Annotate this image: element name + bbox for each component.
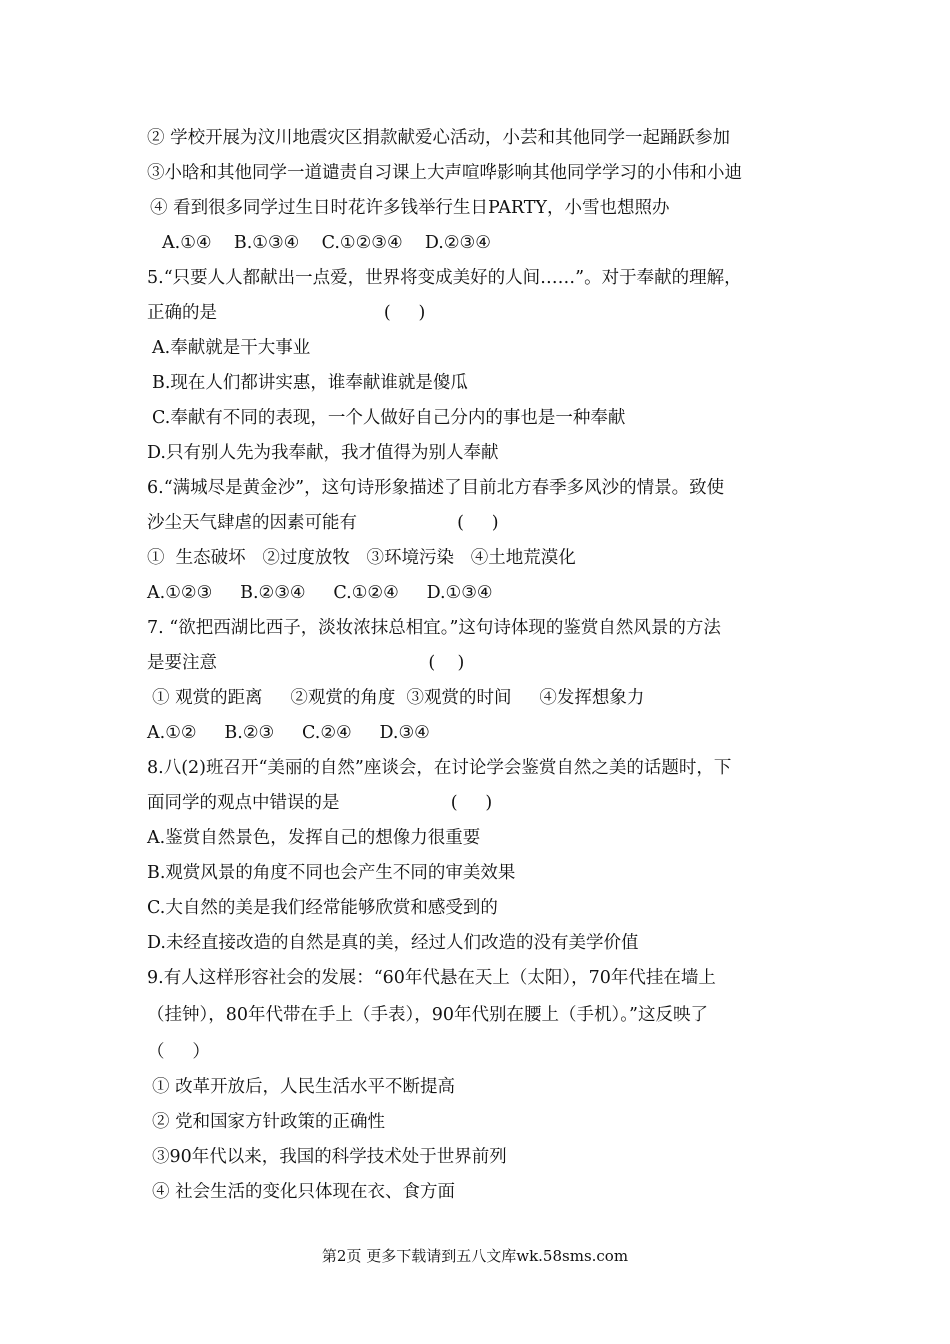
text-line: 正确的是 ( ) [147, 303, 426, 323]
option-a: A.奉献就是干大事业 [152, 338, 311, 358]
text-line: ③小晗和其他同学一道谴责自习课上大声喧哗影响其他同学学习的小伟和小迪 [147, 163, 742, 183]
question-5: 5.“只要人人都献出一点爱，世界将变成美好的人间……”。对于奉献的理解， [147, 268, 742, 288]
question-8: 8.八(2)班召开“美丽的自然”座谈会，在讨论学会鉴赏自然之美的话题时，下 [147, 758, 732, 778]
option-d: D.未经直接改造的自然是真的美，经过人们改造的没有美学价值 [147, 933, 639, 953]
option-c: C.大自然的美是我们经常能够欣赏和感受到的 [147, 898, 498, 918]
question-6: 6.“满城尽是黄金沙”，这句诗形象描述了目前北方春季多风沙的情景。致使 [147, 478, 725, 498]
text-line: ① 改革开放后，人民生活水平不断提高 [152, 1077, 456, 1097]
text-line: A.①④ B.①③④ C.①②③④ D.②③④ [162, 233, 491, 253]
question-7: 7. “欲把西湖比西子，淡妆浓抹总相宜。”这句诗体现的鉴赏自然风景的方法 [147, 618, 721, 638]
option-d: D.只有别人先为我奉献，我才值得为别人奉献 [147, 443, 499, 463]
text-line: ② 学校开展为汶川地震灾区捐款献爱心活动，小芸和其他同学一起踊跃参加 [147, 128, 731, 148]
text-line: ① 生态破坏 ②过度放牧 ③环境污染 ④土地荒漠化 [147, 548, 576, 568]
page-footer: 第2页 更多下载请到五八文库wk.58sms.com [321, 1247, 629, 1265]
text-line: （挂钟），80年代带在手上（手表），90年代别在腰上（手机）。”这反映了 [147, 1005, 708, 1025]
text-line: 面同学的观点中错误的是 ( ) [147, 793, 493, 813]
option-b: B.现在人们都讲实惠，谁奉献谁就是傻瓜 [152, 373, 468, 393]
text-line: ② 党和国家方针政策的正确性 [152, 1112, 386, 1132]
text-line: ④ 社会生活的变化只体现在衣、食方面 [152, 1182, 456, 1202]
text-line: 是要注意 ( ) [147, 653, 465, 673]
option-a: A.鉴赏自然景色，发挥自己的想像力很重要 [147, 828, 481, 848]
option-c: C.奉献有不同的表现，一个人做好自己分内的事也是一种奉献 [152, 408, 626, 428]
text-line: A.①② B.②③ C.②④ D.③④ [147, 723, 430, 743]
text-line: ① 观赏的距离 ②观赏的角度 ③观赏的时间 ④发挥想象力 [152, 688, 645, 708]
text-line: ③90年代以来，我国的科学技术处于世界前列 [152, 1147, 507, 1167]
text-line: （ ） [147, 1042, 210, 1062]
question-9: 9.有人这样形容社会的发展：“60年代悬在天上（太阳），70年代挂在墙上 [147, 968, 716, 988]
text-line: A.①②③ B.②③④ C.①②④ D.①③④ [147, 583, 493, 603]
text-line: ④ 看到很多同学过生日时花许多钱举行生日PARTY，小雪也想照办 [150, 198, 670, 218]
text-line: 沙尘天气肆虐的因素可能有 ( ) [147, 513, 499, 533]
option-b: B.观赏风景的角度不同也会产生不同的审美效果 [147, 863, 516, 883]
